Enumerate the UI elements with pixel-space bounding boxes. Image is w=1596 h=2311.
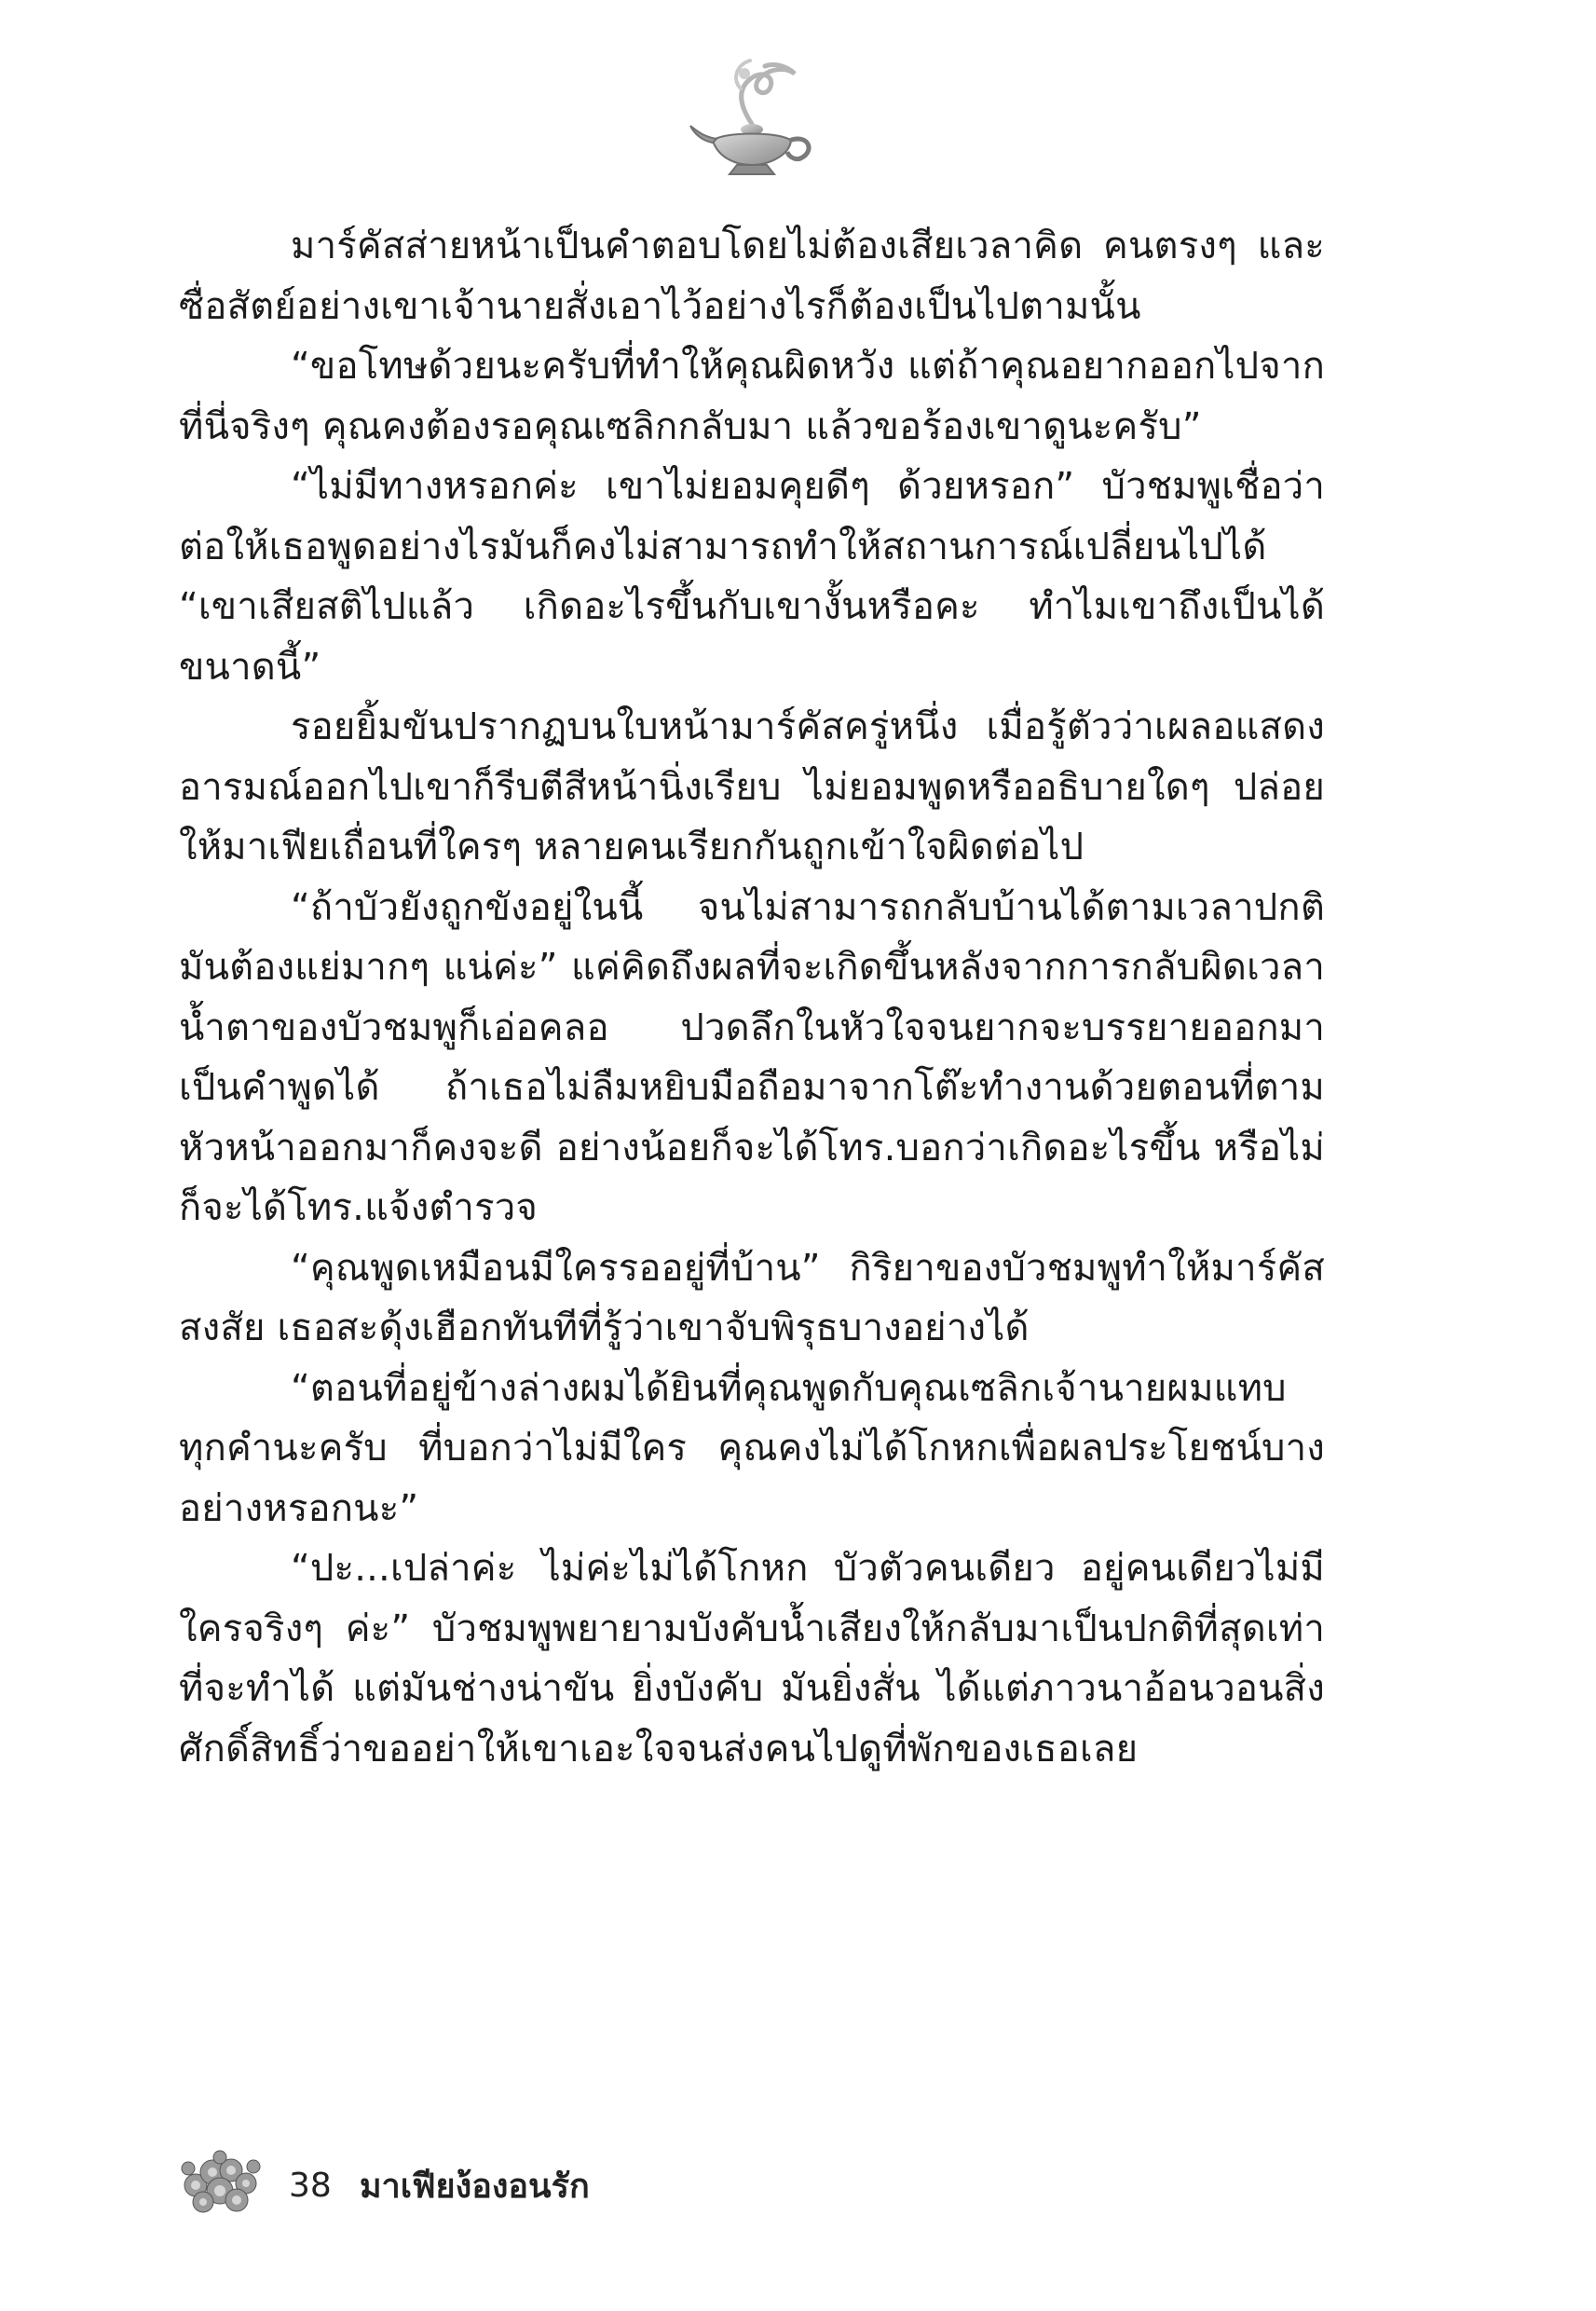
- body-text: [179, 216, 1325, 1779]
- paragraph: “ถ้าบัวยังถูกขังอยู่ในนี้ จนไม่สามารถกลับบ้านได้ตามเวลาปกติมันต้องแย่มากๆ แน่ค่ะ” แค่คิดถึงผลที่จะเกิดขึ้นหลังจากการกลับผิดเวลา น้ำตาของบัวชมพูก็เอ่อคลอ ปวดลึกในหัวใจจนยากจะบรรยายออกมาเป็นคำพูดได้ ถ้าเธอไม่ลืมหยิบมือถือมาจากโต๊ะทำงานด้วยตอนที่ตามหัวหน้าออกมาก็คงจะดี อย่างน้อยก็จะได้โทร.บอกว่าเกิดอะไรขึ้น หรือไม่ก็จะได้โทร.แจ้งตำรวจ: [179, 885, 1325, 1229]
- book-title: มาเฟียง้องอนรัก: [359, 2167, 590, 2206]
- paragraph: “ไม่มีทางหรอกค่ะ เขาไม่ยอมคุยดีๆ ด้วยหรอก” บัวชมพูเชื่อว่าต่อให้เธอพูดอย่างไรมันก็คงไม่สามารถทำให้สถานการณ์เปลี่ยนไปได้ “เขาเสียสติไปแล้ว เกิดอะไรขึ้นกับเขางั้นหรือคะ ทำไมเขาถึงเป็นได้ขนาดนี้”: [179, 465, 1325, 689]
- magic-lamp-icon: [685, 51, 825, 191]
- page-number: 38: [289, 2166, 332, 2205]
- paragraph: “ปะ...เปล่าค่ะ ไม่ค่ะไม่ได้โกหก บัวตัวคนเดียว อยู่คนเดียวไม่มีใครจริงๆ ค่ะ” บัวชมพูพยายามบังคับน้ำเสียงให้กลับมาเป็นปกติที่สุดเท่าที่จะทำได้ แต่มันช่างน่าขัน ยิ่งบังคับ มันยิ่งสั่น ได้แต่ภาวนาอ้อนวอนสิ่งศักดิ์สิทธิ์ว่าขออย่าให้เขาเอะใจจนส่งคนไปดูที่พักของเธอเลย: [179, 1547, 1325, 1771]
- paragraph: “ตอนที่อยู่ข้างล่างผมได้ยินที่คุณพูดกับคุณเซลิกเจ้านายผมแทบทุกคำนะครับ ที่บอกว่าไม่มีใคร คุณคงไม่ได้โกหกเพื่อผลประโยชน์บางอย่างหรอกนะ”: [179, 1366, 1325, 1530]
- paragraph: “คุณพูดเหมือนมีใครรออยู่ที่บ้าน” กิริยาของบัวชมพูทำให้มาร์คัสสงสัย เธอสะดุ้งเฮือกทันทีที่รู้ว่าเขาจับพิรุธบางอย่างได้: [179, 1246, 1325, 1349]
- paragraph: “ขอโทษด้วยนะครับที่ทำให้คุณผิดหวัง แต่ถ้าคุณอยากออกไปจากที่นี่จริงๆ คุณคงต้องรอคุณเซลิกกลับมา แล้วขอร้องเขาดูนะครับ”: [179, 345, 1325, 448]
- page-footer: [177, 2143, 1016, 2227]
- paragraph: มาร์คัสส่ายหน้าเป็นคำตอบโดยไม่ต้องเสียเวลาคิด คนตรงๆ และซื่อสัตย์อย่างเขาเจ้านายสั่งเอาไว้อย่างไรก็ต้องเป็นไปตามนั้น: [179, 225, 1325, 328]
- flower-bouquet-icon: [177, 2148, 263, 2222]
- paragraph: รอยยิ้มขันปรากฏบนใบหน้ามาร์คัสครู่หนึ่ง เมื่อรู้ตัวว่าเผลอแสดงอารมณ์ออกไปเขาก็รีบตีสีหน้านิ่งเรียบ ไม่ยอมพูดหรืออธิบายใดๆ ปล่อยให้มาเฟียเถื่อนที่ใครๆ หลายคนเรียกกันถูกเข้าใจผิดต่อไป: [179, 705, 1325, 868]
